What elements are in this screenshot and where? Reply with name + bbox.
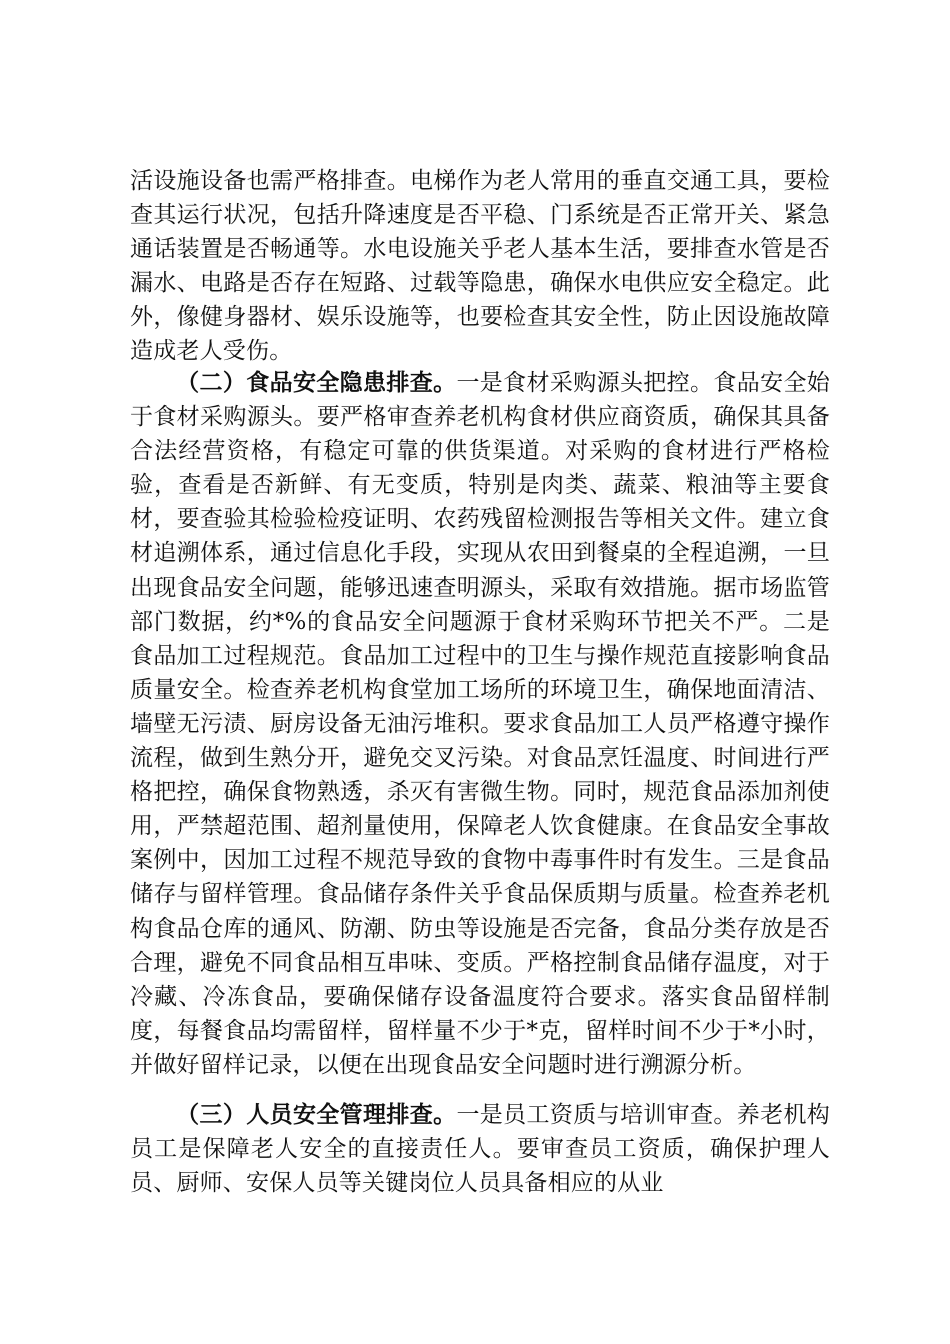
paragraph-body: 一是员工资质与培训审查。养老机构员工是保障老人安全的直接责任人。要审查员工资质，确保护理人员、厨师、安保人员等关键岗位人员具备相应的从业 [130,1102,831,1197]
paragraph-food-safety [130,366,830,1082]
paragraph-body: 一是食材采购源头把控。食品安全始于食材采购源头。要严格审查养老机构食材供应商资质，确保其具备合法经营资格，有稳定可靠的供货渠道。对采购的食材进行严格检验，查看是否新鲜、有无变质，特别是肉类、蔬菜、粮油等主要食材，要查验其检验检疫证明、农药残留检测报告等相关文件。建立食材追溯体系，通过信息化手段，实现从农田到餐桌的全程追溯，一旦出现食品安全问题，能够迅速查明源头，采取有效措施。据市场监管部门数据，约*%的食品安全问题源于食材采购环节把关不严。二是食品加工过程规范。食品加工过程中的卫生与操作规范直接影响食品质量安全。检查养老机构食堂加工场所的环境卫生，确保地面清洁、墙壁无污渍、厨房设备无油污堆积。要求食品加工人员严格遵守操作流程，做到生熟分开，避免交叉污染。对食品烹饪温度、时间进行严格把控，确保食物熟透，杀灭有害微生物。同时，规范食品添加剂使用，严禁超范围、超剂量使用，保障老人饮食健康。在食品安全事故案例中，因加工过程不规范导致的食物中毒事件时有发生。三是食品储存与留样管理。食品储存条件关乎食品保质期与质量。检查养老机构食品仓库的通风、防潮、防虫等设施是否完备，食品分类存放是否合理，避免不同食品相互串味、变质。严格控制食品储存温度，对于冷藏、冷冻食品，要确保储存设备温度符合要求。落实食品留样制度，每餐食品均需留样，留样量不少于*克，留样时间不少于*小时，并做好留样记录，以便在出现食品安全问题时进行溯源分析。 [130,370,831,1078]
paragraph-continuation [130,164,830,369]
paragraph-body: 活设施设备也需严格排查。电梯作为老人常用的垂直交通工具，要检查其运行状况，包括升降速度是否平稳、门系统是否正常开关、紧急通话装置是否畅通等。水电设施关乎老人基本生活，要排查水管是否漏水、电路是否存在短路、过载等隐患，确保水电供应安全稳定。此外，像健身器材、娱乐设施等，也要检查其安全性，防止因设施故障造成老人受伤。 [130,168,830,365]
paragraph-personnel-safety [130,1098,830,1200]
section-heading: （二）食品安全隐患排查。 [176,370,457,396]
section-heading: （三）人员安全管理排查。 [176,1102,457,1128]
